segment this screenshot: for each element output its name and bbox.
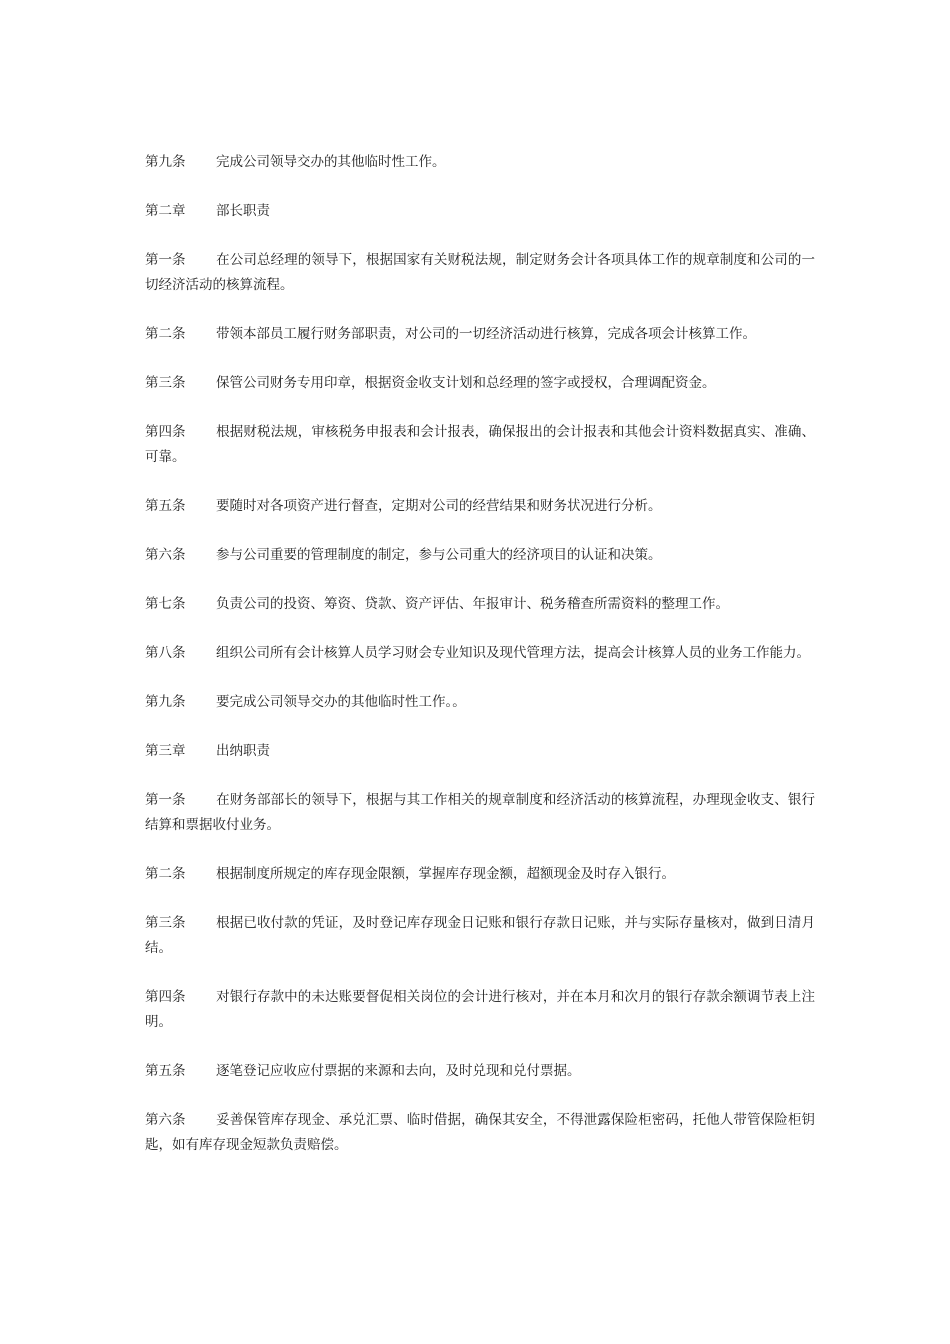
article-text: 妥善保管库存现金、承兑汇票、临时借据，确保其安全，不得泄露保险柜密码，托他人带管保险柜钥匙，如有库存现金短款负责赔偿。 [145,1112,815,1153]
article-label: 第一条 [145,252,186,268]
paragraph [145,862,815,887]
article-text: 逐笔登记应收应付票据的来源和去向，及时兑现和兑付票据。 [216,1063,581,1079]
paragraph [145,322,815,347]
article-label: 第七条 [145,596,186,612]
article-label: 第九条 [145,154,186,170]
document-page [145,150,815,1182]
article-text: 参与公司重要的管理制度的制定，参与公司重大的经济项目的认证和决策。 [216,547,662,563]
paragraph [145,690,815,715]
chapter-label: 第三章 [145,743,186,759]
article-label: 第六条 [145,1112,186,1128]
paragraph [145,248,815,298]
paragraph [145,150,815,175]
article-text: 组织公司所有会计核算人员学习财会专业知识及现代管理方法，提高会计核算人员的业务工作能力。 [216,645,810,661]
paragraph [145,788,815,838]
article-text: 要随时对各项资产进行督查，定期对公司的经营结果和财务状况进行分析。 [216,498,662,514]
article-label: 第六条 [145,547,186,563]
paragraph [145,1059,815,1084]
article-text: 带领本部员工履行财务部职责，对公司的一切经济活动进行核算，完成各项会计核算工作。 [216,326,756,342]
article-label: 第四条 [145,424,186,440]
article-label: 第三条 [145,375,186,391]
paragraph [145,985,815,1035]
article-text: 负责公司的投资、筹资、贷款、资产评估、年报审计、税务稽查所需资料的整理工作。 [216,596,729,612]
article-label: 第二条 [145,866,186,882]
paragraph [145,494,815,519]
paragraph [145,371,815,396]
paragraph [145,1108,815,1158]
paragraph [145,420,815,470]
chapter-title: 出纳职责 [216,743,270,759]
article-text: 完成公司领导交办的其他临时性工作。 [216,154,446,170]
paragraph [145,911,815,961]
article-text: 根据已收付款的凭证，及时登记库存现金日记账和银行存款日记账，并与实际存量核对，做到日清月结。 [145,915,815,956]
article-text: 保管公司财务专用印章，根据资金收支计划和总经理的签字或授权，合理调配资金。 [216,375,716,391]
paragraph [145,592,815,617]
chapter-title: 部长职责 [216,203,270,219]
chapter-heading [145,199,815,224]
chapter-label: 第二章 [145,203,186,219]
article-text: 要完成公司领导交办的其他临时性工作。。 [216,694,466,710]
article-label: 第五条 [145,1063,186,1079]
article-label: 第五条 [145,498,186,514]
article-label: 第二条 [145,326,186,342]
article-text: 根据制度所规定的库存现金限额，掌握库存现金额，超额现金及时存入银行。 [216,866,675,882]
article-label: 第一条 [145,792,186,808]
article-label: 第四条 [145,989,186,1005]
article-text: 对银行存款中的未达账要督促相关岗位的会计进行核对，并在本月和次月的银行存款余额调节表上注明。 [145,989,815,1030]
article-text: 在财务部部长的领导下，根据与其工作相关的规章制度和经济活动的核算流程，办理现金收支、银行结算和票据收付业务。 [145,792,815,833]
chapter-heading [145,739,815,764]
article-label: 第八条 [145,645,186,661]
paragraph [145,641,815,666]
article-text: 在公司总经理的领导下，根据国家有关财税法规，制定财务会计各项具体工作的规章制度和公司的一切经济活动的核算流程。 [145,252,815,293]
article-label: 第三条 [145,915,186,931]
article-text: 根据财税法规，审核税务申报表和会计报表，确保报出的会计报表和其他会计资料数据真实、准确、可靠。 [145,424,815,465]
article-label: 第九条 [145,694,186,710]
paragraph [145,543,815,568]
